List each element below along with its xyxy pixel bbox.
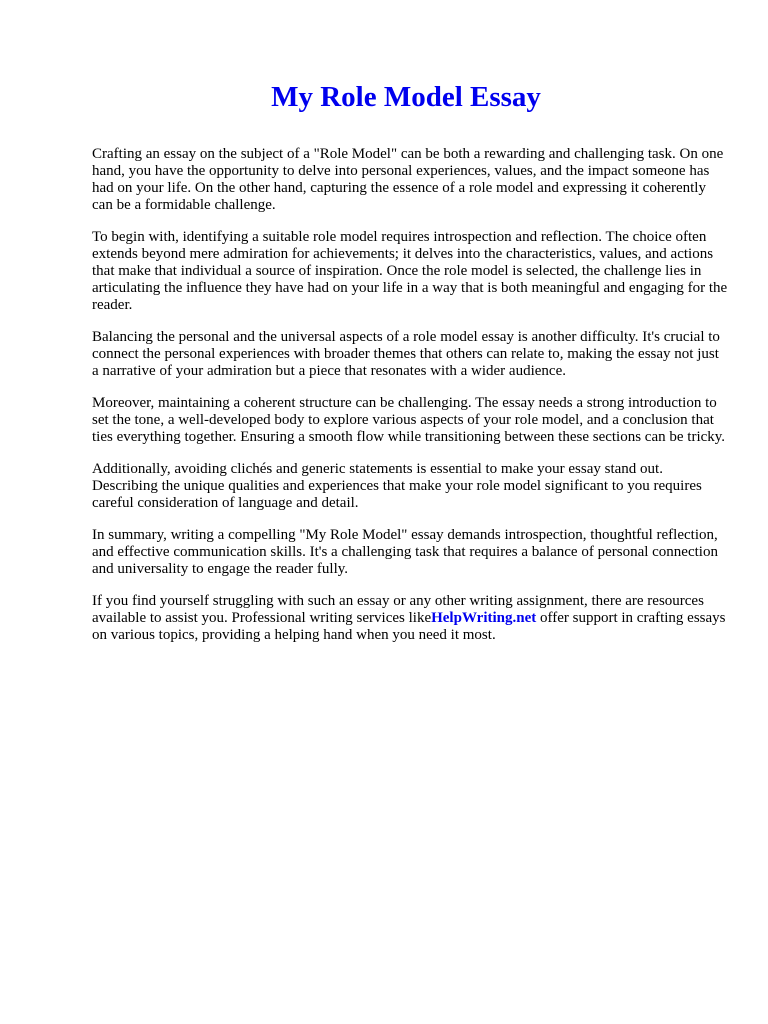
paragraph-3: Balancing the personal and the universal aspects of a role model essay is another difficulty. It's crucial to connect the personal experiences with broader themes that others can relate to, making the essay not just a narrative of your admiration but a piece that resonates with a wider audience. [92,329,720,379]
paragraph-4: Moreover, maintaining a coherent structure can be challenging. The essay needs a strong introduction to set the tone, a well-developed body to explore various aspects of your role model, and a conclusion that ties everything together. Ensuring a smooth flow while transitioning between these sections can be tricky. [92,395,726,445]
paragraph-5: Additionally, avoiding clichés and generic statements is essential to make your essay stand out. Describing the unique qualities and experiences that make your role model significant to you requires careful consideration of language and detail. [92,461,702,511]
paragraph-6: In summary, writing a compelling "My Role Model" essay demands introspection, thoughtful reflection, and effective communication skills. It's a challenging task that requires a balance of personal connection and universality to engage the reader fully. [92,527,718,577]
paragraph-7-lead-text: If you find yourself struggling with such an essay or any other writing assignment, there are resources available to assist you. Professional writing services like [92,593,704,626]
paragraph-7-tail-text: offer support in crafting essays on various topics, providing a helping hand when you need it most. [92,610,726,643]
paragraph-2: To begin with, identifying a suitable role model requires introspection and reflection. The choice often extends beyond mere admiration for achievements; it delves into the characteristics, values, and actions that make that individual a source of inspiration. Once the role model is selected, the challenge lies in articulating the influence they have had on your life in a way that is both meaningful and engaging for the reader. [92,229,728,313]
page-title: My Role Model Essay [271,81,541,113]
helpwriting-link[interactable]: HelpWriting.net [431,610,537,626]
paragraph-7 [92,593,728,644]
paragraph-1: Crafting an essay on the subject of a "Role Model" can be both a rewarding and challenging task. On one hand, you have the opportunity to delve into personal experiences, values, and the impact someone has had on your life. On the other hand, capturing the essence of a role model and expressing it coherently can be a formidable challenge. [92,146,724,213]
essay-body [92,146,728,659]
